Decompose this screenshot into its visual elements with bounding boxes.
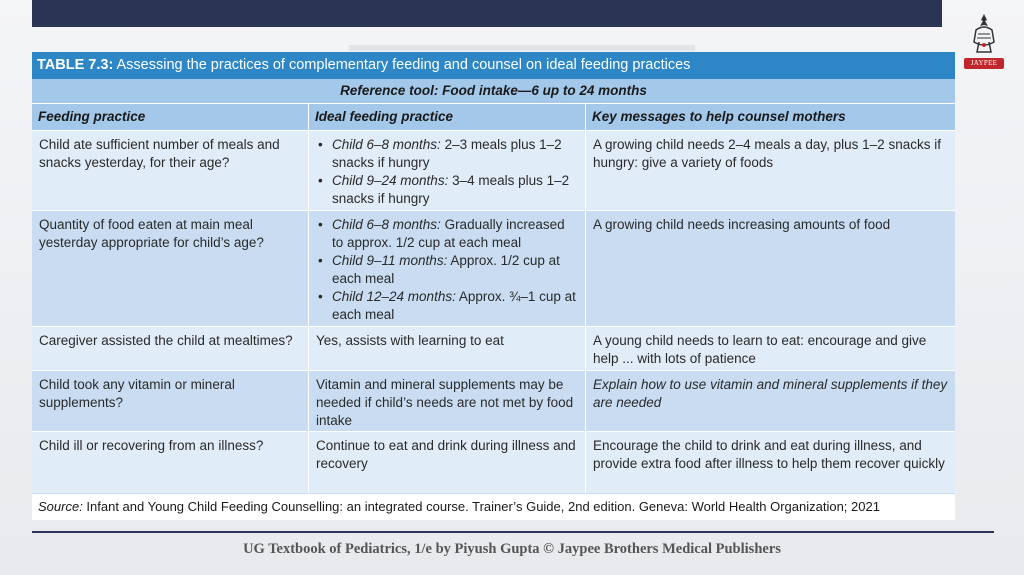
header-feeding-practice: Feeding practice bbox=[32, 104, 309, 130]
table-row bbox=[32, 431, 955, 493]
cell-message: Encourage the child to drink and eat during illness, and provide extra food after illness to help them recover quickly bbox=[593, 438, 945, 471]
list-item bbox=[316, 172, 579, 208]
cell-practice: Child ill or recovering from an illness? bbox=[32, 432, 309, 493]
age-group-label: Child 9–24 months: bbox=[332, 173, 449, 188]
feeding-practices-table bbox=[32, 52, 955, 519]
cell-ideal: Continue to eat and drink during illness and recovery bbox=[309, 432, 586, 493]
cell-practice: Child took any vitamin or mineral supplements? bbox=[32, 371, 309, 431]
cell-ideal: Vitamin and mineral supplements may be needed if child’s needs are not met by food intake bbox=[309, 371, 586, 431]
age-group-label: Child 9–11 months: bbox=[332, 253, 448, 268]
ideal-list bbox=[316, 136, 579, 208]
logo-text: JAYPEE bbox=[964, 58, 1004, 69]
cell-practice: Child ate sufficient number of meals and snacks yesterday, for their age? bbox=[32, 131, 309, 210]
reference-tool-row: Reference tool: Food intake—6 up to 24 months bbox=[32, 79, 955, 104]
top-banner-bar bbox=[32, 0, 942, 27]
list-item-text: Gradually increased to approx. 1/2 cup at each meal bbox=[332, 217, 565, 250]
table-row bbox=[32, 130, 955, 210]
table-number: TABLE 7.3: bbox=[37, 57, 114, 73]
cell-message: Explain how to use vitamin and mineral supplements if they are needed bbox=[593, 377, 948, 410]
cell-message: A young child needs to learn to eat: encourage and give help ... with lots of patience bbox=[593, 333, 927, 366]
header-key-messages: Key messages to help counsel mothers bbox=[592, 109, 846, 124]
list-item bbox=[316, 216, 579, 252]
age-group-label: Child 12–24 months: bbox=[332, 289, 456, 304]
table-row bbox=[32, 370, 955, 431]
ideal-list bbox=[316, 216, 579, 324]
cell-practice: Caregiver assisted the child at mealtimes? bbox=[32, 327, 309, 370]
cell-message: A growing child needs increasing amounts of food bbox=[593, 217, 891, 232]
cell-ideal: Yes, assists with learning to eat bbox=[309, 327, 586, 370]
list-item bbox=[316, 288, 579, 324]
list-item-text: 3–4 meals plus 1–2 snacks if hungry bbox=[332, 173, 570, 206]
header-ideal-practice: Ideal feeding practice bbox=[309, 104, 586, 130]
list-item-text: 2–3 meals plus 1–2 snacks if hungry bbox=[332, 137, 562, 170]
source-label: Source: bbox=[38, 499, 83, 514]
cell-ideal bbox=[309, 211, 586, 326]
column-headers bbox=[32, 104, 955, 130]
table-row bbox=[32, 326, 955, 370]
list-item-text: Approx. ¾–1 cup at each meal bbox=[332, 289, 576, 322]
table-title-text: Assessing the practices of complementary feeding and counsel on ideal feeding practices bbox=[113, 57, 691, 73]
table-row bbox=[32, 210, 955, 326]
faded-header-remnant bbox=[349, 45, 695, 51]
table-title bbox=[32, 52, 955, 79]
age-group-label: Child 6–8 months: bbox=[332, 217, 441, 232]
footer-credit: UG Textbook of Pediatrics, 1/e by Piyush Gupta © Jaypee Brothers Medical Publishers bbox=[243, 541, 781, 557]
list-item bbox=[316, 252, 579, 288]
list-item-text: Approx. 1/2 cup at each meal bbox=[332, 253, 560, 286]
cell-message: A growing child needs 2–4 meals a day, plus 1–2 snacks if hungry: give a variety of foods bbox=[593, 137, 941, 170]
age-group-label: Child 6–8 months: bbox=[332, 137, 441, 152]
cell-ideal bbox=[309, 131, 586, 210]
source-text: Infant and Young Child Feeding Counselling: an integrated course. Trainer’s Guide, 2nd edition. Geneva: World Health Organization; 2021 bbox=[82, 499, 880, 514]
cell-practice: Quantity of food eaten at main meal yesterday appropriate for child’s age? bbox=[32, 211, 309, 326]
list-item bbox=[316, 136, 579, 172]
source-citation bbox=[32, 493, 955, 520]
footer-divider bbox=[32, 531, 994, 533]
